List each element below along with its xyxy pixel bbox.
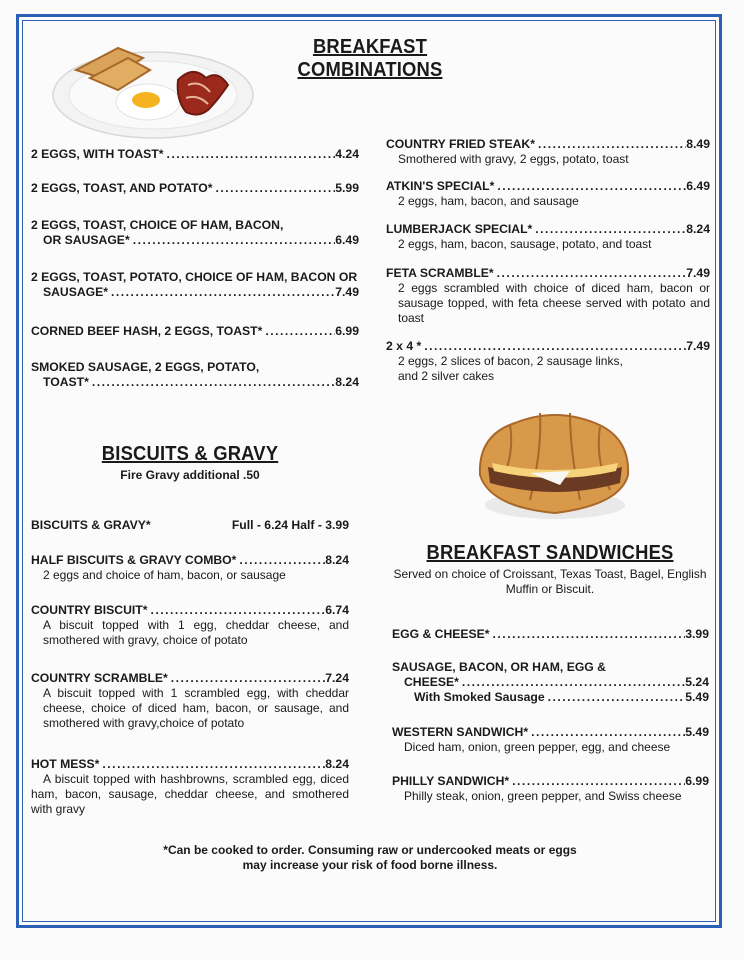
sandwich-item: SAUSAGE, BACON, OR HAM, EGG & CHEESE* ..... 5.24 With Smoked Sausage ..... 5.49 [392, 660, 709, 705]
menu-item: BISCUITS & GRAVY* Full - 6.24 Half - 3.99 [31, 518, 349, 532]
biscuits-gravy-subtitle: Fire Gravy additional .50 [120, 468, 260, 482]
menu-item: HOT MESS* ..... 8.24 A biscuit topped with hashbrowns, scrambled egg, diced ham, bacon, sausage, cheddar cheese, and smothered with gravy [31, 757, 349, 817]
breakfast-sandwiches-subtitle: Served on choice of Croissant, Texas Toast, Bagel, English Muffin or Biscuit. [393, 567, 707, 596]
sandwich-item: EGG & CHEESE* ..... 3.99 [392, 627, 709, 642]
combo-item: 2 EGGS, TOAST, POTATO, CHOICE OF HAM, BACON OR SAUSAGE* ..... 7.49 [31, 270, 359, 300]
breakfast-combinations-title: BREAKFAST COMBINATIONS [297, 36, 443, 81]
combo-item: ATKIN'S SPECIAL* ..... 6.49 2 eggs, ham, bacon, and sausage [386, 179, 710, 209]
croissant-sandwich-image [470, 405, 640, 525]
combo-item: COUNTRY FRIED STEAK* ..... 8.49 Smothered with gravy, 2 eggs, potato, toast [386, 137, 710, 167]
combo-item: FETA SCRAMBLE* ..... 7.49 2 eggs scrambled with choice of diced ham, bacon or sausage topped, with feta cheese served with potato and toast [386, 266, 710, 326]
combo-item: 2 EGGS, TOAST, CHOICE OF HAM, BACON, OR SAUSAGE* ..... 6.49 [31, 218, 359, 248]
combo-item: 2 EGGS, TOAST, AND POTATO* ..... 5.99 [31, 181, 359, 196]
menu-item: HALF BISCUITS & GRAVY COMBO* ..... 8.24 2 eggs and choice of ham, bacon, or sausage [31, 553, 349, 583]
sandwich-item: PHILLY SANDWICH* ..... 6.99 Philly steak, onion, green pepper, and Swiss cheese [392, 774, 709, 804]
breakfast-plate-image [48, 40, 268, 140]
menu-item: COUNTRY SCRAMBLE* ..... 7.24 A biscuit topped with 1 scrambled egg, with cheddar cheese, choice of diced ham, bacon, or sausage, and smothered with gravy,choice of potato [31, 671, 349, 731]
combo-item: SMOKED SAUSAGE, 2 EGGS, POTATO, TOAST* ..... 8.24 [31, 360, 359, 390]
combo-item: LUMBERJACK SPECIAL* ..... 8.24 2 eggs, ham, bacon, sausage, potato, and toast [386, 222, 710, 252]
combo-item: 2 x 4 * ..... 7.49 2 eggs, 2 slices of bacon, 2 sausage links, and 2 silver cakes [386, 339, 710, 384]
combo-item: CORNED BEEF HASH, 2 EGGS, TOAST* ..... 6.99 [31, 324, 359, 339]
breakfast-sandwiches-title: BREAKFAST SANDWICHES [426, 542, 674, 564]
sandwich-item: WESTERN SANDWICH* ..... 5.49 Diced ham, onion, green pepper, egg, and cheese [392, 725, 709, 755]
menu-item: COUNTRY BISCUIT* ..... 6.74 A biscuit topped with 1 egg, cheddar cheese, and smothered with gravy, choice of potato [31, 603, 349, 648]
combo-item: 2 EGGS, WITH TOAST* ..... 4.24 [31, 147, 359, 162]
food-safety-note: *Can be cooked to order. Consuming raw or undercooked meats or eggs may increase your risk of food borne illness. [163, 843, 577, 872]
biscuits-gravy-title: BISCUITS & GRAVY [101, 443, 279, 465]
